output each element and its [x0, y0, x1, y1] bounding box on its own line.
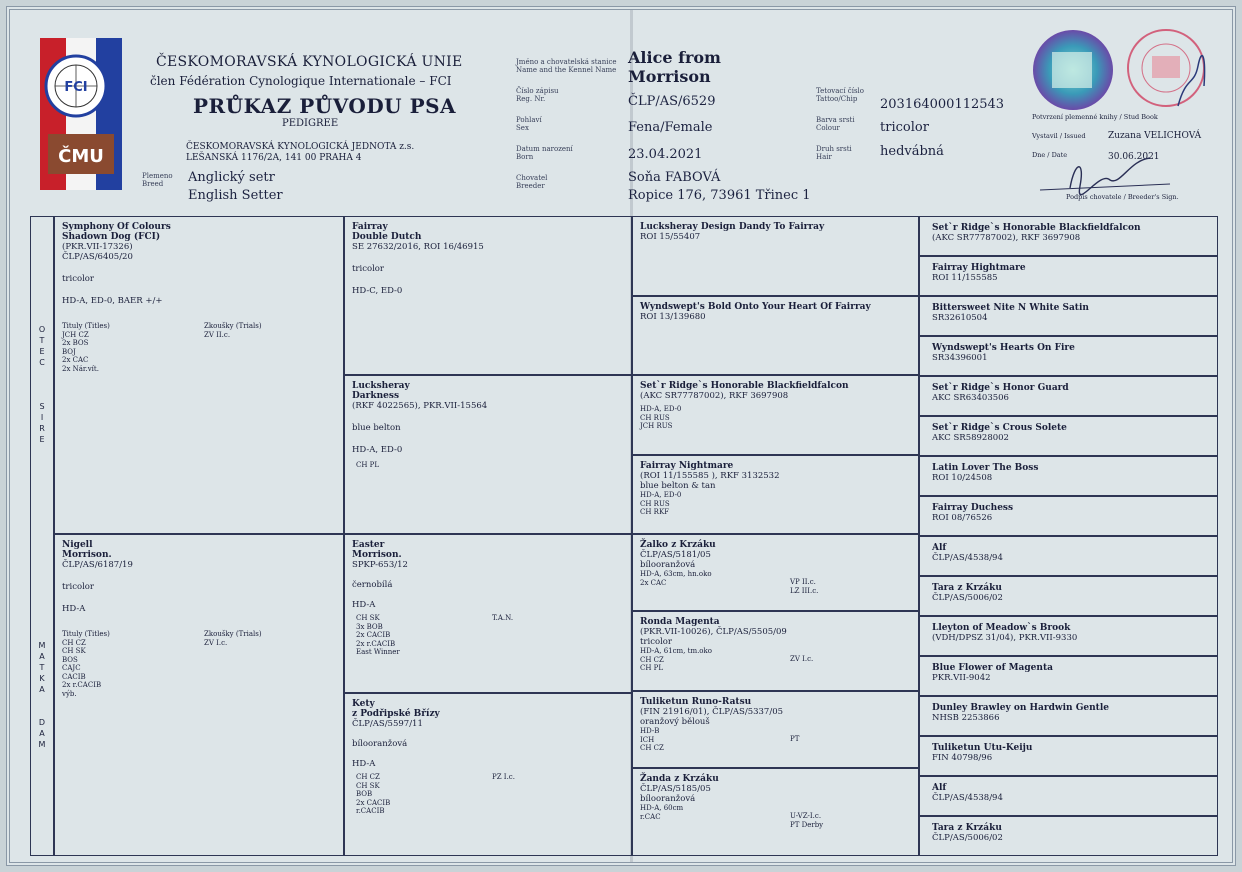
grandparent-cell — [344, 534, 632, 693]
dam-titles-label: Tituly (Titles) — [62, 630, 110, 638]
great-grandparent-name: Tuliketun Runo-Ratsu — [640, 697, 752, 707]
ancestor-cell — [919, 776, 1218, 816]
great-grandparent-info: (PKR.VII-10026), ČLP/AS/5505/09 tricolor — [640, 627, 787, 647]
great-grandparent-cell — [632, 534, 919, 611]
ancestor-cell — [919, 256, 1218, 296]
org-name: ČESKOMORAVSKÁ KYNOLOGICKÁ UNIE — [156, 54, 463, 70]
issued-by: Zuzana VELICHOVÁ — [1108, 131, 1202, 141]
issued-label: Vystavil / Issued — [1032, 132, 1086, 140]
great-grandparent-name: Ronda Magenta — [640, 617, 720, 627]
dam-colour: tricolor — [62, 582, 94, 592]
great-grandparent-titles: HD-A, 63cm, hn.oko 2x CAC — [640, 570, 712, 587]
grandparent-colour: tricolor — [352, 264, 384, 274]
ancestor-info: (AKC SR77787002), RKF 3697908 — [932, 233, 1081, 243]
hologram-stamp — [1030, 28, 1116, 112]
dog-name: Alice from Morrison — [628, 48, 721, 86]
svg-text:ČMU: ČMU — [58, 146, 104, 167]
great-grandparent-cell — [632, 691, 919, 768]
great-grandparent-cell — [632, 296, 919, 375]
great-grandparent-name: Žalko z Krzáku — [640, 540, 716, 550]
grandparent-health: HD-A, ED-0 — [352, 445, 403, 455]
great-grandparent-titles: HD-A, 60cm r.CAC — [640, 804, 684, 821]
great-grandparent-name: Žanda z Krzáku — [640, 774, 719, 784]
sire-trials: ZV II.c. — [204, 331, 231, 339]
grandparent-cell — [344, 216, 632, 375]
grandparent-colour: blue belton — [352, 423, 401, 433]
great-grandparent-titles: HD-A, ED-0 CH RUS JCH RUS — [640, 405, 682, 430]
great-grandparent-info: ČLP/AS/5181/05 bílooranžová — [640, 550, 711, 570]
ancestor-name: Dunley Brawley on Hardwin Gentle — [932, 703, 1109, 713]
ancestor-name: Alf — [932, 543, 947, 553]
grandparent-name: Fairray Double Dutch — [352, 222, 422, 242]
ancestor-name: Fairray Duchess — [932, 503, 1014, 513]
great-grandparent-name: Set`r Ridge`s Honorable Blackfieldfalcon — [640, 381, 849, 391]
reg-number: ČLP/AS/6529 — [628, 94, 716, 109]
grandparent-titles: CH SK 3x BOB 2x CACIB 2x r.CACIB East Winner — [356, 614, 400, 656]
ancestor-name: Lleyton of Meadow`s Brook — [932, 623, 1071, 633]
dam-trials: ZV I.c. — [204, 639, 228, 647]
ancestor-name: Latin Lover The Boss — [932, 463, 1039, 473]
ancestor-cell — [919, 336, 1218, 376]
issue-date: 30.06.2021 — [1108, 152, 1160, 162]
club-address: LEŠANSKÁ 1176/2A, 141 00 PRAHA 4 — [186, 153, 362, 163]
ancestor-cell — [919, 216, 1218, 256]
grandparent-name: Kety z Podřipské Břízy — [352, 699, 440, 719]
ancestor-name: Tara z Krzáku — [932, 823, 1002, 833]
sire-side-label: O T E C S I R E — [38, 325, 46, 444]
great-grandparent-trials: ZV I.c. — [790, 655, 814, 663]
ancestor-info: ROI 11/155585 — [932, 273, 998, 283]
breeder-label: Chovatel Breeder — [516, 174, 548, 190]
ancestor-name: Set`r Ridge`s Honor Guard — [932, 383, 1069, 393]
great-grandparent-cell — [632, 455, 919, 534]
great-grandparent-trials: U-VZ-I.c. PT Derby — [790, 812, 824, 829]
great-grandparent-titles: HD-A, ED-0 CH RUS CH RKF — [640, 491, 682, 516]
hair-label: Druh srsti Hair — [816, 145, 852, 161]
chip-label: Tetovací číslo Tattoo/Chip — [816, 87, 865, 103]
grandparent-trials: PZ I.c. — [492, 773, 515, 781]
sire-colour: tricolor — [62, 274, 94, 284]
grandparent-health: HD-A — [352, 759, 376, 769]
sire-health: HD-A, ED-0, BAER +/+ — [62, 296, 163, 306]
sex-label: Pohlaví Sex — [516, 116, 542, 132]
grandparent-colour: bílooranžová — [352, 739, 408, 749]
great-grandparent-titles: HD-A, 61cm, tm.oko CH CZ CH PL — [640, 647, 712, 672]
sire-titles: JCH CZ 2x BOS BOJ 2x CAC 2x Nár.vít. — [62, 330, 99, 373]
ancestor-info: ROI 10/24508 — [932, 473, 993, 483]
great-grandparent-trials: PT — [790, 735, 800, 743]
reg-label: Číslo zápisu Reg. Nr. — [516, 87, 559, 103]
signature-label: Podpis chovatele / Breeder's Sign. — [1066, 193, 1179, 201]
breed-en: English Setter — [188, 188, 283, 203]
dam-health: HD-A — [62, 604, 86, 614]
born-value: 23.04.2021 — [628, 147, 703, 162]
great-grandparent-titles: HD-B ICH CH CZ — [640, 727, 664, 752]
ancestor-info: AKC SR63403506 — [932, 393, 1009, 403]
ancestor-info: ČLP/AS/5006/02 — [932, 593, 1003, 603]
ancestor-name: Set`r Ridge`s Honorable Blackfieldfalcon — [932, 223, 1141, 233]
ancestor-cell — [919, 416, 1218, 456]
ancestor-cell — [919, 296, 1218, 336]
breed-cz: Anglický setr — [188, 170, 275, 185]
great-grandparent-trials: VP II.c. LZ III.c. — [790, 578, 819, 595]
grandparent-name: Lucksheray Darkness — [352, 381, 410, 401]
ancestor-info: (VDH/DPSZ 31/04), PKR.VII-9330 — [932, 633, 1078, 643]
grandparent-colour: černobílá — [352, 580, 393, 590]
great-grandparent-name: Fairray Nightmare — [640, 461, 734, 471]
breed-label: Plemeno Breed — [142, 172, 173, 188]
great-grandparent-name: Wyndswept's Bold Onto Your Heart Of Fairray — [640, 302, 871, 312]
ancestor-cell — [919, 376, 1218, 416]
ancestor-name: Tuliketun Utu-Keiju — [932, 743, 1033, 753]
colour-value: tricolor — [880, 120, 929, 135]
dam-titles: CH CZ CH SK BOS CAJC CACIB 2x r.CACIB výb. — [62, 638, 102, 698]
grandparent-titles: CH CZ CH SK BOB 2x CACIB r.CACIB — [356, 773, 391, 815]
document-title: PRŮKAZ PŮVODU PSA — [193, 94, 457, 118]
ancestor-name: Bittersweet Nite N White Satin — [932, 303, 1089, 313]
grandparent-cell — [344, 375, 632, 534]
name-label: Jméno a chovatelská stanice Name and the Kennel Name — [516, 58, 617, 74]
sire-cell — [54, 216, 344, 534]
grandparent-health: HD-C, ED-0 — [352, 286, 403, 296]
ancestor-info: SR34396001 — [932, 353, 988, 363]
ancestor-cell — [919, 536, 1218, 576]
great-grandparent-cell — [632, 611, 919, 691]
svg-text:FCI: FCI — [64, 80, 88, 95]
round-stamp — [1124, 26, 1208, 110]
grandparent-info: SPKP-653/12 — [352, 560, 408, 570]
great-grandparent-info: ČLP/AS/5185/05 bílooranžová — [640, 784, 711, 804]
ancestor-info: FIN 40798/96 — [932, 753, 993, 763]
ancestor-cell — [919, 736, 1218, 776]
chip-value: 203164000112543 — [880, 97, 1005, 112]
dam-info: ČLP/AS/6187/19 — [62, 560, 133, 570]
ancestor-name: Set`r Ridge`s Crous Solete — [932, 423, 1067, 433]
ancestor-info: NHSB 2253866 — [932, 713, 1000, 723]
grandparent-info: ČLP/AS/5597/11 — [352, 719, 423, 729]
grandparent-cell — [344, 693, 632, 856]
ancestor-name: Tara z Krzáku — [932, 583, 1002, 593]
ancestor-cell — [919, 656, 1218, 696]
ancestor-cell — [919, 696, 1218, 736]
dam-cell — [54, 534, 344, 856]
sire-trials-label: Zkoušky (Trials) — [204, 322, 262, 330]
great-grandparent-cell — [632, 768, 919, 856]
ancestor-name: Alf — [932, 783, 947, 793]
ancestor-info: ROI 08/76526 — [932, 513, 993, 523]
dam-name: Nigell Morrison. — [62, 540, 112, 560]
great-grandparent-name: Lucksheray Design Dandy To Fairray — [640, 222, 825, 232]
document-subtitle: PEDIGREE — [282, 118, 339, 129]
date-label: Dne / Date — [1032, 151, 1068, 159]
great-grandparent-cell — [632, 375, 919, 455]
grandparent-info: (RKF 4022565), PKR.VII-15564 — [352, 401, 488, 411]
grandparent-health: HD-A — [352, 600, 376, 610]
side-column — [30, 216, 54, 856]
great-grandparent-info: (FIN 21916/01), ČLP/AS/5337/05 oranžový bělouš — [640, 707, 784, 727]
grandparent-info: SE 27632/2016, ROI 16/46915 — [352, 242, 484, 252]
grandparent-trials: T.A.N. — [492, 614, 514, 622]
great-grandparent-info: (ROI 11/155585 ), RKF 3132532 blue belton & tan — [640, 471, 780, 491]
ancestor-name: Wyndswept's Hearts On Fire — [932, 343, 1075, 353]
ancestor-cell — [919, 616, 1218, 656]
ancestor-name: Fairray Hightmare — [932, 263, 1026, 273]
org-member: člen Fédération Cynologique Internationale – FCI — [150, 74, 452, 88]
hair-value: hedvábná — [880, 144, 944, 159]
ancestor-cell — [919, 816, 1218, 856]
club-name: ČESKOMORAVSKÁ KYNOLOGICKÁ JEDNOTA z.s. — [186, 142, 415, 152]
grandparent-name: Easter Morrison. — [352, 540, 402, 560]
breeder-name: Soňa FABOVÁ — [628, 170, 721, 185]
ancestor-cell — [919, 496, 1218, 536]
ancestor-info: PKR.VII-9042 — [932, 673, 991, 683]
sire-info: (PKR.VII-17326) ČLP/AS/6405/20 — [62, 242, 133, 262]
sire-titles-label: Tituly (Titles) — [62, 322, 110, 330]
fci-cmu-logo — [40, 38, 122, 190]
ancestor-info: ČLP/AS/4538/94 — [932, 553, 1003, 563]
ancestor-cell — [919, 576, 1218, 616]
dam-trials-label: Zkoušky (Trials) — [204, 630, 262, 638]
ancestor-name: Blue Flower of Magenta — [932, 663, 1053, 673]
ancestor-info: AKC SR58928002 — [932, 433, 1009, 443]
studbook-label: Potvrzení plemenné knihy / Stud Book — [1032, 113, 1158, 121]
born-label: Datum narození Born — [516, 145, 573, 161]
great-grandparent-info: (AKC SR77787002), RKF 3697908 — [640, 391, 789, 401]
breeder-address: Ropice 176, 73961 Třinec 1 — [628, 188, 811, 203]
ancestor-info: SR32610504 — [932, 313, 988, 323]
sex-value: Fena/Female — [628, 120, 713, 135]
signature — [1030, 150, 1180, 198]
ancestor-info: ČLP/AS/5006/02 — [932, 833, 1003, 843]
grandparent-titles: CH PL — [356, 461, 380, 469]
great-grandparent-info: ROI 13/139680 — [640, 312, 706, 322]
sire-name: Symphony Of Colours Shadown Dog (FCI) — [62, 222, 171, 242]
great-grandparent-info: ROI 15/55407 — [640, 232, 701, 242]
dam-side-label: M A T K A D A M — [38, 641, 46, 749]
colour-label: Barva srsti Colour — [816, 116, 855, 132]
great-grandparent-cell — [632, 216, 919, 296]
ancestor-cell — [919, 456, 1218, 496]
ancestor-info: ČLP/AS/4538/94 — [932, 793, 1003, 803]
